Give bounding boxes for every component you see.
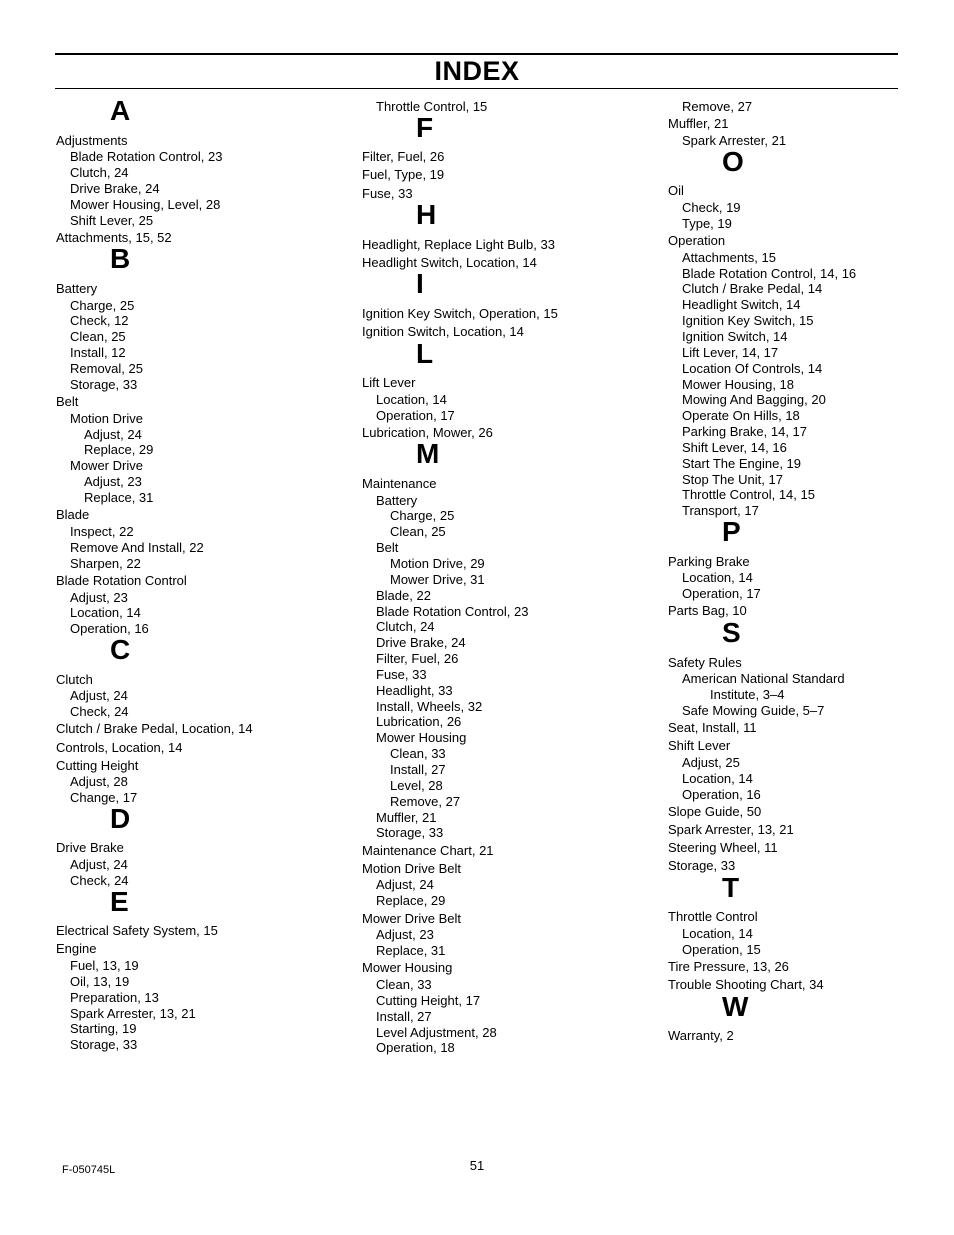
index-entry: Steering Wheel, 11 [668, 840, 778, 856]
index-subentry: Operate On Hills, 18 [682, 408, 800, 424]
index-subentry: Clean, 25 [390, 524, 446, 540]
index-subentry: Muffler, 21 [376, 809, 437, 825]
index-subentry: Location, 14 [682, 770, 753, 786]
index-subentry: Operation, 17 [376, 407, 455, 423]
index-subentry: Adjust, 25 [682, 754, 740, 770]
index-subentry: Spark Arrester, 13, 21 [70, 1005, 196, 1021]
index-subentry: Lubrication, 26 [376, 714, 462, 730]
index-subentry: Level, 28 [390, 777, 443, 793]
index-subentry: Fuse, 33 [376, 666, 427, 682]
index-subentry: Install, 27 [376, 1008, 432, 1024]
index-entry: Cutting Height [56, 757, 139, 773]
index-subentry: Ignition Key Switch, 15 [682, 313, 814, 329]
index-subentry: Institute, 3–4 [710, 687, 785, 702]
index-entry: Muffler, 21 [668, 116, 729, 132]
index-subentry: Remove, 27 [390, 793, 461, 809]
index-entry: Headlight, Replace Light Bulb, 33 [362, 236, 555, 252]
index-subentry: Type, 19 [682, 215, 732, 231]
index-subentry: Mower Housing, Level, 28 [70, 196, 221, 212]
index-subentry: Replace, 29 [84, 442, 154, 458]
page-title: INDEX [434, 56, 520, 86]
index-subentry: Removal, 25 [70, 360, 143, 376]
index-subentry: Replace, 29 [376, 893, 446, 909]
index-entry: Blade Rotation Control [56, 573, 187, 588]
index-entry: Adjustments [56, 132, 128, 148]
index-entry: Headlight Switch, Location, 14 [362, 254, 537, 270]
index-subentry: Lift Lever, 14, 17 [682, 344, 779, 360]
index-entry: Throttle Control [668, 909, 758, 925]
index-subentry: Blade Rotation Control, 23 [70, 149, 223, 165]
index-subentry: Preparation, 13 [70, 989, 159, 1005]
page-number: 51 [469, 1158, 485, 1173]
index-subentry: Motion Drive [70, 410, 143, 426]
index-subentry: Headlight, 33 [376, 682, 453, 698]
index-entry: Clutch / Brake Pedal, Location, 14 [56, 721, 253, 737]
letter-heading: P [722, 516, 741, 548]
letter-heading: L [416, 337, 434, 369]
index-subentry: Ignition Switch, 14 [682, 328, 788, 344]
index-entry: Fuse, 33 [362, 185, 413, 201]
index-subentry: Cutting Height, 17 [376, 992, 481, 1008]
index-subentry: Storage, 33 [376, 825, 444, 841]
index-entry: Operation [668, 233, 726, 249]
index-subentry: Blade, 22 [376, 587, 431, 603]
index-entry: Engine [56, 941, 97, 957]
index-subentry: Check, 24 [70, 704, 129, 720]
index-entry: Blade [56, 507, 90, 523]
index-subentry: Location, 14 [682, 925, 753, 941]
index-subentry: Mower Drive [70, 458, 143, 474]
index-entry: Slope Guide, 50 [668, 803, 762, 819]
index-subentry: Install, 12 [70, 345, 126, 361]
letter-heading: C [110, 634, 131, 666]
index-subentry: Stop The Unit, 17 [682, 471, 783, 487]
index-subentry: Shift Lever, 14, 16 [682, 439, 787, 455]
index-subentry: Operation, 17 [682, 586, 761, 602]
index-subentry: Storage, 33 [70, 376, 138, 392]
index-subentry: Operation, 18 [376, 1040, 455, 1056]
index-subentry: Inspect, 22 [70, 523, 134, 539]
index-subentry: Mower Housing, 18 [682, 376, 794, 392]
index-subentry: Adjust, 24 [376, 877, 434, 893]
index-subentry: Start The Engine, 19 [682, 455, 802, 471]
index-entry: Lift Lever [362, 375, 416, 391]
index-subentry: Adjust, 28 [70, 774, 128, 790]
index-subentry: Clean, 33 [390, 746, 446, 762]
index-subentry: Blade Rotation Control, 23 [376, 603, 529, 619]
index-entry: Mower Drive Belt [362, 910, 461, 926]
letter-heading: S [722, 617, 741, 649]
title-rule [55, 88, 898, 89]
index-subentry: Transport, 17 [682, 503, 759, 519]
index-subentry: Replace, 31 [84, 490, 154, 505]
index-subentry: Sharpen, 22 [70, 555, 141, 571]
index-entry: Ignition Key Switch, Operation, 15 [362, 305, 558, 321]
index-entry: Oil [668, 183, 684, 199]
index-entry: Lubrication, Mower, 26 [362, 424, 493, 440]
index-subentry: Adjust, 24 [70, 688, 128, 704]
letter-heading: H [416, 199, 437, 231]
letter-heading: W [722, 990, 749, 1022]
index-entry: Safety Rules [668, 654, 742, 670]
index-subentry: Parking Brake, 14, 17 [682, 424, 808, 440]
index-subentry: Starting, 19 [70, 1021, 137, 1037]
index-entry: Fuel, Type, 19 [362, 167, 445, 183]
index-entry: Clutch [56, 671, 93, 687]
index-subentry: Motion Drive, 29 [390, 555, 485, 571]
letter-heading: D [110, 802, 131, 834]
index-entry: Warranty, 2 [668, 1028, 734, 1044]
index-entry: Motion Drive Belt [362, 860, 461, 876]
index-subentry: Check, 19 [682, 199, 741, 215]
index-entry: Parts Bag, 10 [668, 603, 747, 619]
letter-heading: F [416, 111, 434, 143]
index-entry: Tire Pressure, 13, 26 [668, 959, 789, 975]
index-subentry: Blade Rotation Control, 14, 16 [682, 265, 857, 281]
letter-heading: E [110, 885, 129, 917]
index-entry: Attachments, 15, 52 [56, 229, 172, 245]
index-subentry: Adjust, 23 [376, 927, 434, 943]
index-subentry: Adjust, 23 [70, 589, 128, 605]
index-subentry: Drive Brake, 24 [70, 180, 160, 196]
index-subentry: Operation, 16 [682, 786, 761, 802]
index-subentry: Attachments, 15 [682, 249, 776, 265]
index-subentry: Charge, 25 [70, 297, 135, 313]
index-subentry: Oil, 13, 19 [70, 973, 130, 989]
index-subentry: Location Of Controls, 14 [682, 360, 823, 376]
index-subentry: Operation, 15 [682, 941, 761, 957]
index-entry: Parking Brake [668, 553, 750, 569]
index-subentry: American National Standard [682, 671, 845, 687]
index-subentry: Storage, 33 [70, 1037, 138, 1053]
index-entry: Battery [56, 280, 98, 296]
index-entry: Drive Brake [56, 840, 124, 856]
index-entry: Controls, Location, 14 [56, 739, 183, 755]
index-entry: Filter, Fuel, 26 [362, 149, 445, 165]
letter-heading: B [110, 243, 131, 275]
index-subentry: Safe Mowing Guide, 5–7 [682, 702, 825, 718]
index-entry: Ignition Switch, Location, 14 [362, 323, 524, 339]
index-subentry: Location, 14 [682, 570, 753, 586]
index-subentry: Fuel, 13, 19 [70, 957, 139, 973]
index-subentry: Spark Arrester, 21 [682, 132, 787, 148]
index-subentry: Install, Wheels, 32 [376, 698, 483, 714]
document-code: F-050745L [62, 1164, 116, 1176]
index-entry: Shift Lever [668, 738, 731, 754]
index-subentry: Install, 27 [390, 762, 446, 777]
index-subentry: Clean, 25 [70, 329, 126, 345]
index-subentry: Clutch, 24 [376, 619, 435, 635]
index-entry: Electrical Safety System, 15 [56, 923, 218, 939]
index-subentry: Adjust, 24 [70, 857, 128, 873]
letter-heading: A [110, 95, 131, 126]
letter-heading: I [416, 268, 424, 300]
index-subentry: Throttle Control, 14, 15 [682, 487, 815, 503]
index-entry: Maintenance Chart, 21 [362, 842, 494, 858]
index-subentry: Belt [376, 540, 399, 556]
index-subentry: Filter, Fuel, 26 [376, 651, 459, 667]
index-subentry: Mowing And Bagging, 20 [682, 392, 826, 408]
index-subentry: Headlight Switch, 14 [682, 297, 801, 313]
index-subentry: Mower Housing [376, 730, 467, 746]
index-subentry: Replace, 31 [376, 943, 446, 959]
index-entry: Spark Arrester, 13, 21 [668, 822, 794, 838]
index-subentry: Location, 14 [376, 391, 447, 407]
index-entry: Seat, Install, 11 [668, 720, 757, 736]
index-entry: Mower Housing [362, 960, 453, 976]
index-entry: Maintenance [362, 475, 437, 491]
index-subentry: Remove, 27 [682, 99, 753, 114]
index-subentry: Battery [376, 492, 418, 508]
index-subentry: Adjust, 23 [84, 474, 142, 490]
index-subentry: Check, 24 [70, 872, 129, 888]
index-subentry: Check, 12 [70, 313, 129, 329]
letter-heading: M [416, 438, 440, 470]
index-subentry: Operation, 16 [70, 621, 149, 637]
index-subentry: Clutch / Brake Pedal, 14 [682, 281, 823, 297]
index-subentry: Clutch, 24 [70, 164, 129, 180]
index-subentry: Clean, 33 [376, 977, 432, 993]
index-subentry: Change, 17 [70, 790, 138, 806]
index-subentry: Adjust, 24 [84, 426, 142, 442]
index-entry: Storage, 33 [668, 858, 736, 874]
index-subentry: Shift Lever, 25 [70, 212, 154, 228]
index-subentry: Charge, 25 [390, 508, 455, 524]
index-entry: Trouble Shooting Chart, 34 [668, 977, 824, 993]
index-entry: Belt [56, 394, 79, 410]
index-subentry: Throttle Control, 15 [376, 99, 488, 114]
index-subentry: Mower Drive, 31 [390, 571, 485, 587]
index-subentry: Remove And Install, 22 [70, 539, 204, 555]
letter-heading: O [722, 145, 744, 177]
letter-heading: T [722, 871, 740, 903]
index-subentry: Location, 14 [70, 605, 141, 621]
index-subentry: Drive Brake, 24 [376, 635, 466, 651]
index-subentry: Level Adjustment, 28 [376, 1024, 497, 1040]
